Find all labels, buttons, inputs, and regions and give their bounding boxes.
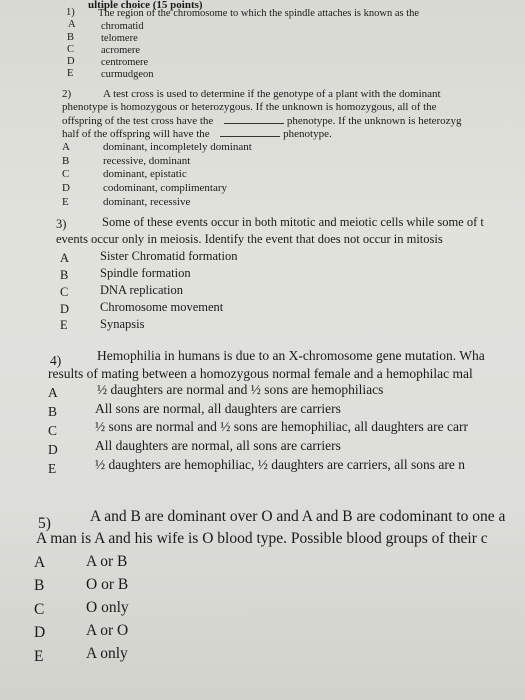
option-letter: D: [67, 56, 75, 67]
option-letter: C: [48, 423, 58, 438]
option-letter: E: [60, 318, 68, 332]
option-text: dominant, recessive: [103, 196, 191, 208]
question-number: 1): [66, 7, 75, 18]
option-text: ½ daughters are normal and ½ sons are hemophiliacs: [97, 382, 384, 397]
question-text-line: Some of these events occur in both mitotic and meiotic cells while some of t: [102, 215, 484, 229]
option-letter: B: [48, 404, 58, 419]
option-text: chromatid: [101, 21, 144, 32]
text-fragment: phenotype.: [283, 128, 332, 140]
option-letter: E: [62, 196, 69, 208]
option-letter: E: [48, 461, 57, 476]
option-text: Sister Chromatid formation: [100, 249, 238, 263]
option-text: A or B: [86, 553, 128, 570]
option-letter: A: [34, 554, 46, 571]
question-text-line: Hemophilia in humans is due to an X-chromosome gene mutation. Wha: [97, 348, 485, 363]
option-letter: D: [34, 624, 46, 641]
option-text: ½ daughters are hemophiliac, ½ daughters are carriers, all sons are n: [95, 457, 465, 472]
option-text: acromere: [101, 45, 141, 56]
answer-blank: [224, 114, 284, 124]
question-text: The region of the chromosome to which the spindle attaches is known as the: [98, 8, 420, 19]
option-text: dominant, incompletely dominant: [103, 141, 252, 153]
option-letter: B: [62, 155, 70, 167]
option-letter: A: [68, 19, 76, 30]
option-letter: A: [48, 385, 58, 400]
option-letter: C: [60, 285, 69, 299]
option-text: O or B: [86, 576, 129, 593]
option-letter: D: [62, 182, 70, 194]
question-text-line: A test cross is used to determine if the genotype of a plant with the dominant: [103, 88, 441, 100]
answer-blank: [220, 127, 280, 137]
option-letter: E: [34, 648, 44, 665]
question-text-line: results of mating between a homozygous normal female and a hemophilac mal: [48, 366, 473, 381]
option-text: dominant, epistatic: [103, 168, 187, 180]
option-letter: B: [60, 268, 69, 282]
option-text: telomere: [101, 33, 138, 44]
text-fragment: phenotype. If the unknown is heterozyg: [286, 115, 462, 127]
section-header: ultiple choice (15 points): [88, 0, 203, 11]
option-text: All daughters are normal, all sons are carriers: [95, 438, 341, 453]
option-text: Spindle formation: [100, 266, 191, 280]
option-letter: A: [62, 141, 70, 153]
option-letter: E: [67, 68, 74, 79]
option-letter: D: [60, 302, 70, 316]
option-text: A only: [86, 645, 128, 662]
question-number: 5): [38, 515, 51, 532]
option-text: Synapsis: [100, 317, 145, 331]
option-letter: C: [34, 601, 45, 618]
option-text: O only: [86, 599, 129, 616]
question-number: 2): [62, 88, 72, 100]
option-text: centromere: [101, 57, 149, 68]
question-number: 4): [50, 353, 62, 368]
option-text: recessive, dominant: [103, 155, 191, 167]
option-letter: B: [34, 577, 45, 594]
option-text: Chromosome movement: [100, 300, 224, 314]
question-text-line: A man is A and his wife is O blood type. Possible blood groups of their c: [36, 530, 488, 547]
question-text-line: phenotype is homozygous or heterozygous. If the unknown is homozygous, all of the: [62, 101, 437, 113]
text-fragment: half of the offspring will have the: [62, 128, 210, 140]
option-text: codominant, complimentary: [103, 182, 228, 194]
option-letter: D: [48, 442, 58, 457]
option-text: All sons are normal, all daughters are carriers: [95, 401, 341, 416]
text-fragment: offspring of the test cross have the: [62, 115, 214, 127]
option-letter: C: [67, 44, 75, 55]
question-text-line: A and B are dominant over O and A and B are codominant to one a: [90, 508, 506, 525]
question-text-line: [62, 127, 332, 140]
question-number: 3): [56, 217, 67, 231]
question-text-line: events occur only in meiosis. Identify the event that does not occur in mitosis: [56, 232, 443, 246]
option-text: A or O: [86, 622, 129, 639]
option-letter: B: [67, 32, 75, 43]
option-text: ½ sons are normal and ½ sons are hemophiliac, all daughters are carr: [95, 419, 468, 434]
question-text-line: [62, 114, 462, 127]
option-text: curmudgeon: [101, 69, 154, 80]
option-letter: A: [60, 251, 70, 265]
option-letter: C: [62, 168, 70, 180]
option-text: DNA replication: [100, 283, 183, 297]
